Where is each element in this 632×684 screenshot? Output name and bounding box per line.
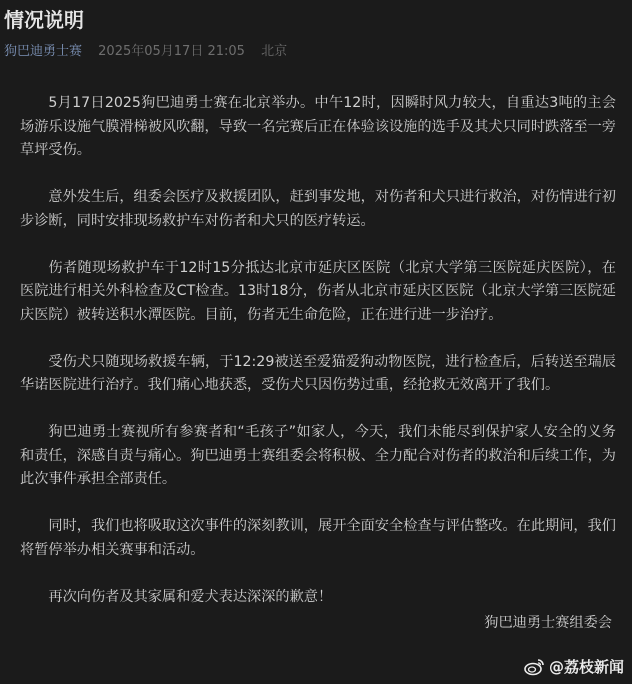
paragraph: 再次向伤者及其家属和爱犬表达深深的歉意！ xyxy=(48,588,333,605)
article-body xyxy=(20,92,616,633)
signature: 狗巴迪勇士赛组委会 xyxy=(484,615,612,631)
page-title: 情况说明 xyxy=(4,8,84,32)
publish-time: 2025年05月17日 21:05 xyxy=(98,44,245,59)
paragraph: 伤者随现场救护车于12时15分抵达北京市延庆区医院（北京大学第三医院延庆医院），在医院进行相关外科检查及CT检查。13时18分，伤者从北京市延庆区医院（北京大学第三医院延庆医院）被转送积水潭医院。目前，伤者无生命危险，正在进行进一步治疗。 xyxy=(20,259,616,323)
watermark xyxy=(524,656,624,677)
paragraph: 狗巴迪勇士赛视所有参赛者和“毛孩子”如家人，今天，我们未能尽到保护家人安全的义务和责任，深感自责与痛心。狗巴迪勇士赛组委会将积极、全力配合对伤者的救治和后续工作，为此次事件承担全部责任。 xyxy=(20,424,616,487)
paragraph: 同时，我们也将吸取这次事件的深刻教训，展开全面安全检查与评估整改。在此期间，我们将暂停举办相关赛事和活动。 xyxy=(20,518,616,558)
weibo-icon xyxy=(524,658,544,676)
account-name-link[interactable]: 狗巴迪勇士赛 xyxy=(4,44,83,59)
publish-location: 北京 xyxy=(261,44,288,59)
watermark-text: @荔枝新闻 xyxy=(548,658,624,676)
paragraph: 意外发生后，组委会医疗及救援团队，赶到事发地，对伤者和犬只进行救治，对伤情进行初步诊断，同时安排现场救护车对伤者和犬只的医疗转运。 xyxy=(20,189,616,229)
paragraph: 5月17日2025狗巴迪勇士赛在北京举办。中午12时，因瞬时风力较大，自重达3吨的主会场游乐设施气膜滑梯被风吹翻，导致一名完赛后正在体验该设施的选手及其犬只同时跌落至一旁草坪受伤。 xyxy=(20,95,616,158)
paragraph: 受伤犬只随现场救援车辆，于12:29被送至爱猫爱狗动物医院，进行检查后，后转送至瑞辰华诺医院进行治疗。我们痛心地获悉，受伤犬只因伤势过重，经抢救无效离开了我们。 xyxy=(20,353,616,393)
article-meta xyxy=(4,42,287,62)
